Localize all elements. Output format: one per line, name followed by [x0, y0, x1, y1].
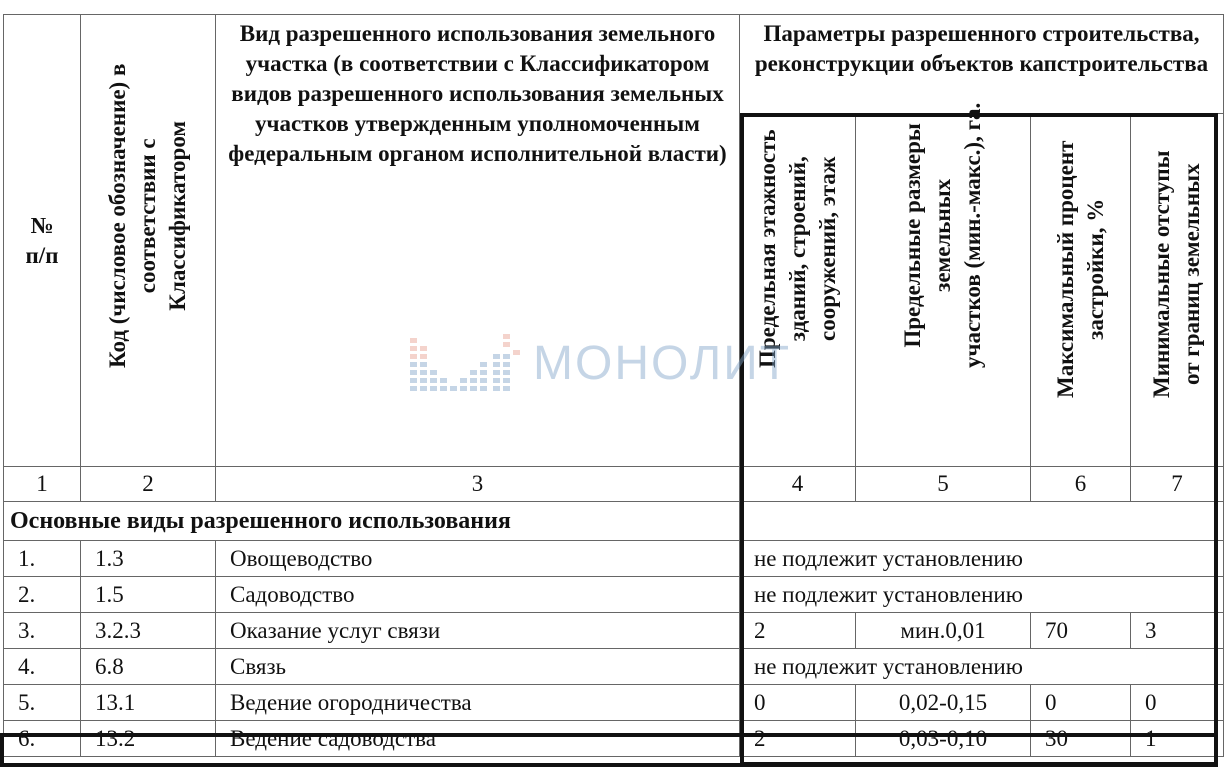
header-code-text: Код (числовое обозначение) в соответствии с Классификатором [105, 63, 190, 368]
column-number: 4 [740, 467, 856, 502]
watermark [408, 328, 792, 403]
header-code [81, 15, 216, 467]
header-number: № п/п [4, 15, 81, 467]
column-number: 1 [4, 467, 81, 502]
column-number: 5 [856, 467, 1031, 502]
table-row: 2. 1.5 Садоводство не подлежит установлению [4, 577, 1224, 613]
header-plot-size: Предельные размеры земельных участков (мин.-макс.), га. [856, 114, 1031, 467]
column-number: 6 [1031, 467, 1131, 502]
column-numbers-row [4, 467, 1224, 502]
header-build-percent: Максимальный процент застройки, % [1031, 114, 1131, 467]
watermark-text: МОНОЛИТ [533, 337, 792, 390]
column-number: 7 [1131, 467, 1224, 502]
column-number: 2 [81, 467, 216, 502]
table-row: 1. 1.3 Овощеводство не подлежит установлению [4, 541, 1224, 577]
column-number: 3 [216, 467, 740, 502]
watermark-logo-icon [408, 328, 523, 403]
table-row: 5. 13.1 Ведение огородничества 0 0,02-0,15 0 0 [4, 685, 1224, 721]
table-row: 6. 13.2 Ведение садоводства 2 0,03-0,10 30 1 [4, 721, 1224, 757]
header-setbacks: Минимальные отступы от границ земельных [1131, 114, 1224, 467]
header-use-type: Вид разрешенного использования земельного участка (в соответствии с Классификатором видов разрешенного использования земельных участков утвержденным уполномоченным федеральным органом исполнительной власти) [216, 15, 740, 467]
section-row [4, 502, 1224, 541]
header-parameters: Параметры разрешенного строительства, реконструкции объектов капстроительства [740, 15, 1224, 114]
table-row: 3. 3.2.3 Оказание услуг связи 2 мин.0,01 70 3 [4, 613, 1224, 649]
table-row: 4. 6.8 Связь не подлежит установлению [4, 649, 1224, 685]
header-floors: Предельная этажность зданий, строений, сооружений, этаж [740, 114, 856, 467]
section-title: Основные виды разрешенного использования [4, 502, 740, 541]
